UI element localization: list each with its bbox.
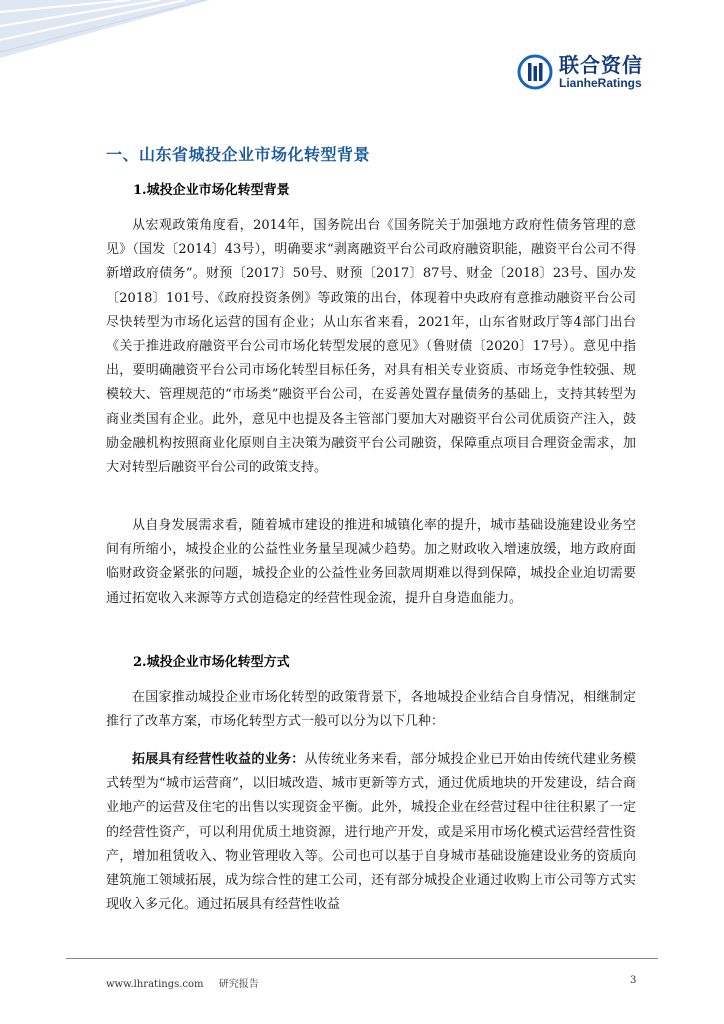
footer-website: www.lhratings.com xyxy=(106,979,204,990)
paragraph-operating-business xyxy=(106,748,636,917)
footer-report-label: 研究报告 xyxy=(218,979,259,990)
paragraph-demand: 从自身发展需求看，随着城市建设的推进和城镇化率的提升，城市基础设施建设业务空间有所缩小，城投企业的公益性业务量呈现减少趋势。加之财政收入增速放缓，地方政府面临财政资金紧张的问题，城投企业的公益性业务回款周期难以得到保障，城投企业迫切需要通过拓宽收入来源等方式创造稳定的经营性现金流，提升自身造血能力。 xyxy=(106,518,636,606)
paragraph-methods-intro: 在国家推动城投企业市场化转型的政策背景下，各地城投企业结合自身情况，相继制定推行了改革方案，市场化转型方式一般可以分为以下几种： xyxy=(106,690,636,730)
brand-name-cn: 联合资信 xyxy=(559,53,643,77)
paragraph-lead: 拓展具有经营性收益的业务： xyxy=(132,752,305,767)
paragraph-body: 从传统业务来看，部分城投企业已开始由传统代建业务模式转型为“城市运营商”，以旧城改造、城市更新等方式，通过优质地块的开发建设，结合商业地产的运营及住宅的出售以实现资金平衡。此外，城投企业在经营过程中往往积累了一定的经营性资产，可以利用优质土地资源，进行地产开发，或是采用市场化模式运营经营性资产，增加租赁收入、物业管理收入等。公司也可以基于自身城市基础设施建设业务的资质向建筑施工领域拓展，成为综合性的建工公司，还有部分城投企业通过收购上市公司等方式实现收入多元化。通过拓展具有经营性收益 xyxy=(106,752,636,913)
subsection-title-2: 2.城投企业市场化转型方式 xyxy=(133,655,290,670)
corner-decoration xyxy=(0,0,220,70)
section-title: 一、山东省城投企业市场化转型背景 xyxy=(106,145,371,164)
footer xyxy=(106,975,271,990)
footer-divider xyxy=(66,958,658,959)
subsection-title-1: 1.城投企业市场化转型背景 xyxy=(133,183,290,198)
brand-name-en: LianheRatings xyxy=(559,76,642,90)
brand-logo xyxy=(517,54,643,90)
page-number: 3 xyxy=(630,975,637,986)
lianhe-logo-icon xyxy=(517,54,553,90)
paragraph-policy: 从宏观政策角度看，2014年，国务院出台《国务院关于加强地方政府性债务管理的意见》（国发〔2014〕43号），明确要求“剥离融资平台公司政府融资职能，融资平台公司不得新增政府债务”。财预〔2017〕50号、财预〔2017〕87号、财金〔2018〕23号、国办发〔2018〕101号、《政府投资条例》等政策的出台，体现着中央政府有意推动融资平台公司尽快转型为市场化运营的国有企业；从山东省来看，2021年，山东省财政厅等4部门出台《关于推进政府融资平台公司市场化转型发展的意见》（鲁财债〔2020〕17号）。意见中指出，要明确融资平台公司市场化转型目标任务，对具有相关专业资质、市场竞争性较强、规模较大、管理规范的“市场类”融资平台公司，在妥善处置存量债务的基础上，支持其转型为商业类国有企业。此外，意见中也提及各主管部门要加大对融资平台公司优质资产注入，鼓励金融机构按照商业化原则自主决策为融资平台公司融资，保障重点项目合理资金需求，加大对转型后融资平台公司的政策支持。 xyxy=(106,218,636,476)
